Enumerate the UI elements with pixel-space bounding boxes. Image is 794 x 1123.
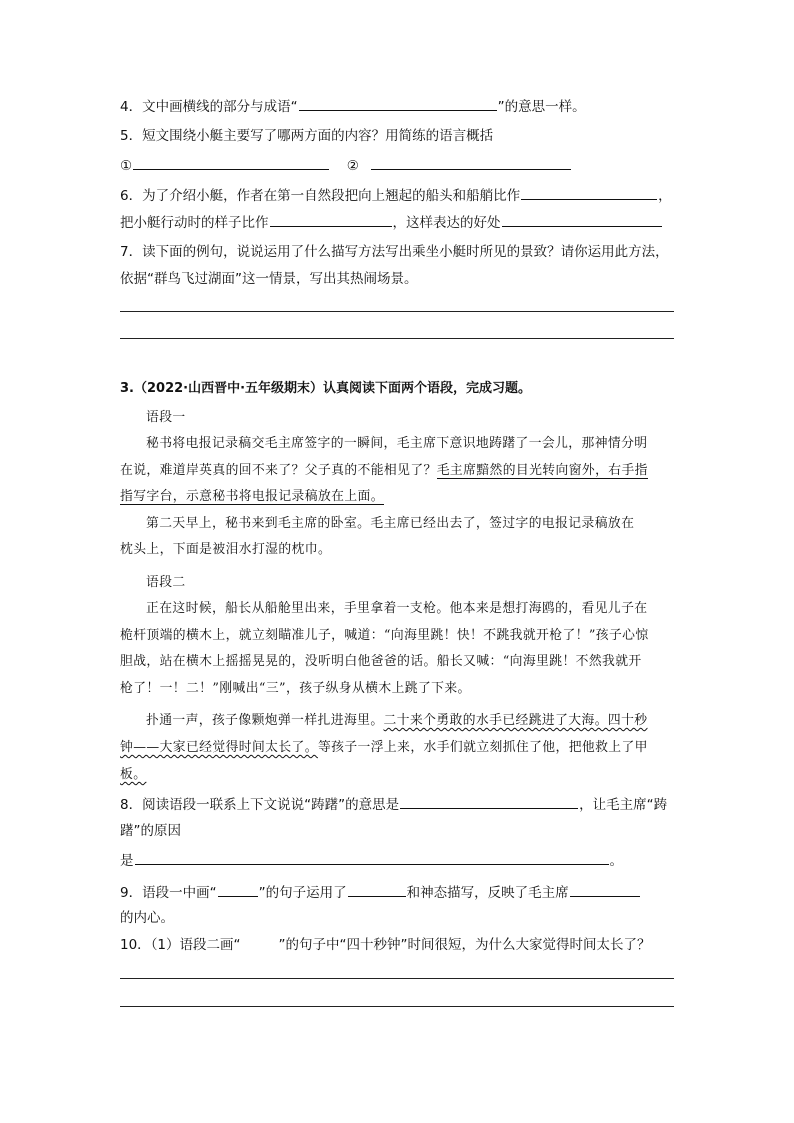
q9-line2: 的内心。: [120, 910, 174, 926]
q9-text-a: 语段一中画“: [142, 885, 217, 901]
passage-2-line: [146, 712, 647, 730]
q6-line2: [120, 213, 663, 232]
section-3-number: 3.: [120, 381, 134, 396]
q9-answer-blank-2[interactable]: [570, 883, 640, 897]
q6-answer-blank-1[interactable]: [521, 186, 657, 200]
q10-number: 10．: [120, 937, 151, 953]
q9-text-c: 和神态描写，反映了毛主席: [406, 885, 569, 901]
question-5: [120, 127, 493, 145]
q6-line2-a: 把小艇行动时的样子比作: [120, 215, 269, 231]
q5-answer-blank-2[interactable]: [371, 156, 571, 170]
question-7: [120, 243, 669, 261]
q8-text-b: ，让毛主席“踌: [579, 797, 668, 813]
passage-1-line: 第二天早上，秘书来到毛主席的卧室。毛主席已经出去了，签过字的电报记录稿放在: [146, 516, 635, 531]
q8-line3: [120, 851, 623, 870]
passage-1-underlined-sentence: 毛主席黯然的目光转向窗外，右手指: [436, 463, 648, 478]
passage-1-underlined-sentence-end: 指写字台，示意秘书将电报记录稿放在上面。: [120, 489, 384, 504]
q5-marker-2: ②: [346, 158, 359, 174]
q6-line1: 为了介绍小艇，作者在第一自然段把向上翘起的船头和船艄比作: [142, 188, 521, 204]
passage-1-line: 秘书将电报记录稿交毛主席签字的一瞬间，毛主席下意识地踌躇了一会儿，那神情分明: [146, 436, 648, 451]
q6-line2-b: ，这样表达的好处: [392, 215, 501, 231]
q8-text-d: 。: [609, 853, 623, 869]
q7-answer-line-1[interactable]: [120, 311, 674, 312]
q5-text: 短文围绕小艇主要写了哪两方面的内容？用简练的语言概括: [142, 128, 494, 144]
q4-answer-blank[interactable]: [299, 97, 497, 111]
passage-1-line: 枕头上，下面是被泪水打湿的枕巾。: [120, 542, 332, 557]
q8-line2: 躇”的原因: [120, 823, 181, 839]
passage-2-label: 语段二: [146, 575, 186, 590]
question-10: [120, 936, 651, 954]
q8-answer-blank-2[interactable]: [135, 851, 609, 865]
q6-line1-end: ，: [658, 188, 672, 204]
passage-2-line: 桅杆顶端的横木上，就立刻瞄准儿子，喊道：“向海里跳！快！不跳我就开枪了！”孩子心惊: [120, 628, 649, 643]
passage-2-last-word: 板。: [120, 767, 147, 782]
passage-2-wavy-sentence-end: 钟——大家已经觉得时间太长了。: [120, 740, 318, 755]
q10-answer-line-1[interactable]: [120, 978, 674, 979]
q8-text-a: 阅读语段一联系上下文说说“踌躇”的意思是: [142, 797, 400, 813]
q8-text-c: 是: [120, 853, 134, 869]
passage-2-line: 胆战，站在横木上摇摇晃晃的，没听明白他爸爸的话。船长又喊：“向海里跳！不然我就开: [120, 654, 642, 669]
q7-answer-line-2[interactable]: [120, 338, 674, 339]
passage-1-label: 语段一: [146, 410, 186, 425]
q9-underline-sample: [218, 883, 258, 897]
section-3-instruction: 认真阅读下面两个语段，完成习题。: [323, 381, 532, 396]
q9-text-b: ”的句子运用了: [258, 885, 347, 901]
q5-marker-1: ①: [120, 158, 133, 174]
q7-number: 7．: [120, 244, 143, 260]
q4-text-b: ”的意思一样。: [497, 99, 586, 115]
q7-line1: 读下面的例句，说说运用了什么描写方法写出乘坐小艇时所见的景致？请你运用此方法，: [142, 244, 669, 260]
q5-answer-blank-1[interactable]: [133, 156, 329, 170]
passage-2-line: [120, 739, 648, 757]
question-9: [120, 883, 641, 902]
q9-number: 9．: [120, 885, 143, 901]
passage-2-wavy-sentence: 二十来个勇敢的水手已经跳进了大海。四十秒: [383, 713, 648, 728]
q4-number: 4．: [120, 99, 143, 115]
section-3-source: （2022·山西晋中·五年级期末）: [133, 381, 324, 396]
question-8: [120, 795, 667, 814]
q7-line2: 依据“群鸟飞过湖面”这一情景，写出其热闹场景。: [120, 271, 418, 287]
q10-text-b: ”的句子中“四十秒钟”时间很短，为什么大家觉得时间太长了？: [278, 937, 651, 953]
passage-2-text: 等孩子一浮上来，水手们就立刻抓住了他，把他救上了甲: [317, 740, 648, 755]
passage-2-line: 枪了！一！二！”刚喊出“三”，孩子纵身从横木上跳了下来。: [120, 681, 471, 696]
q9-answer-blank-1[interactable]: [348, 883, 406, 897]
passage-2-line: [120, 766, 146, 784]
q6-answer-blank-3[interactable]: [502, 213, 662, 227]
q6-number: 6．: [120, 188, 143, 204]
q10-wavy-sample: [241, 936, 279, 949]
q10-text-a: （1）语段二画“: [150, 937, 241, 953]
question-6: [120, 186, 672, 205]
passage-2-line: 正在这时候，船长从船舱里出来，手里拿着一支枪。他本来是想打海鸥的，看见儿子在: [146, 601, 648, 616]
passage-2-text: 扑通一声，孩子像颗炮弹一样扎进海里。: [146, 713, 384, 728]
passage-1-line: [120, 462, 648, 480]
q4-text-a: 文中画横线的部分与成语“: [142, 99, 298, 115]
q6-answer-blank-2[interactable]: [270, 213, 392, 227]
passage-1-text: 在说，难道岸英真的回不来了？父子真的不能相见了？: [120, 463, 437, 478]
q10-answer-line-2[interactable]: [120, 1006, 674, 1007]
q5-answer-row: [120, 156, 572, 175]
q5-number: 5．: [120, 128, 143, 144]
passage-1-line: [120, 488, 384, 506]
section-3-heading: [120, 380, 531, 398]
q8-number: 8．: [120, 797, 143, 813]
q8-answer-blank-1[interactable]: [400, 795, 578, 809]
question-4: [120, 97, 586, 116]
